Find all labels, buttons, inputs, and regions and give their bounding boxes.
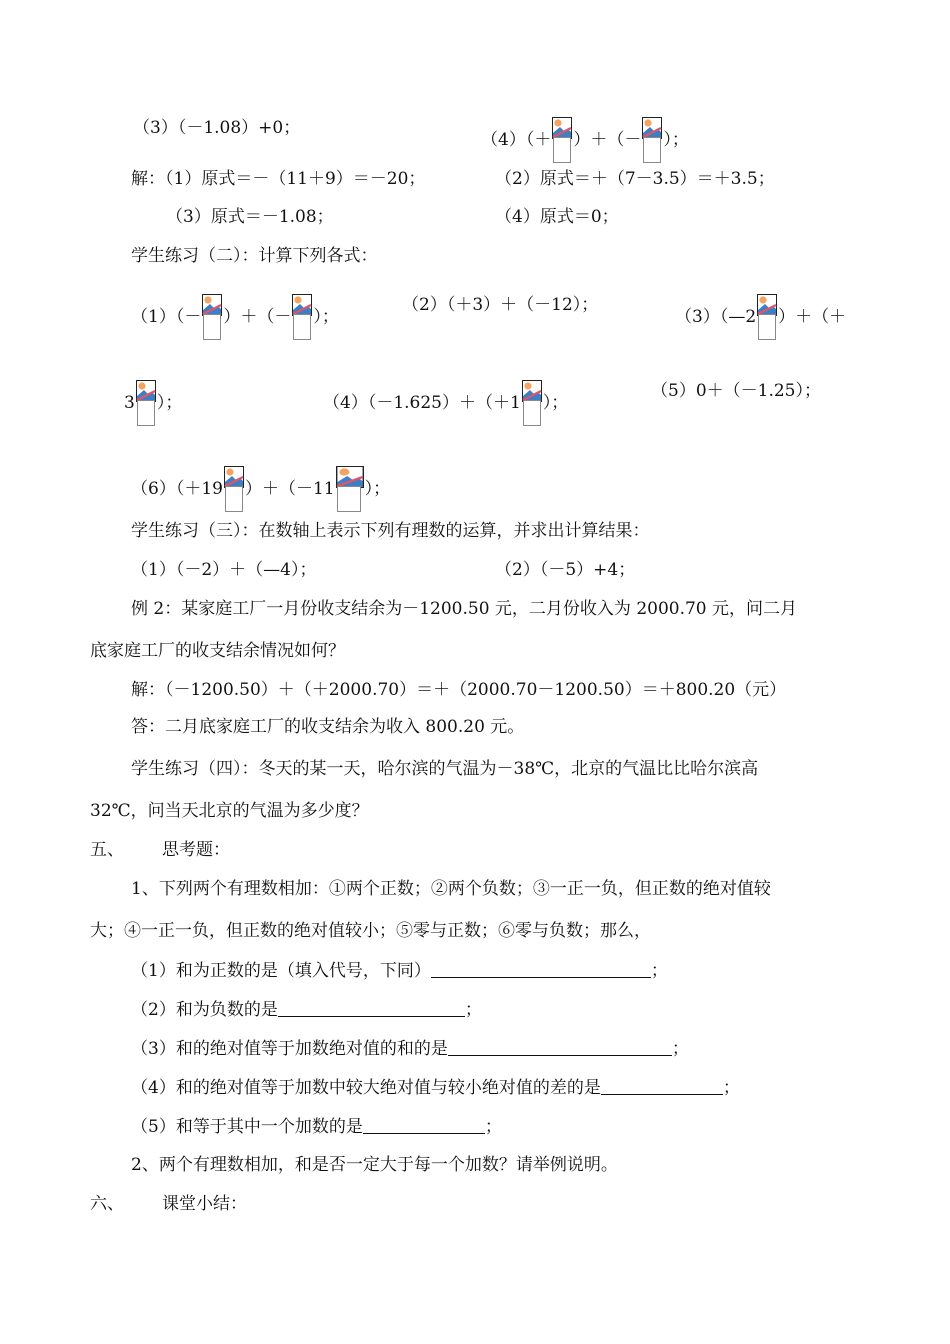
fraction-image-icon <box>136 380 156 426</box>
practice-3-item-2: （2）（－5）+4； <box>495 560 636 580</box>
exercise-3: （3）（－1.08）+0； <box>133 118 301 138</box>
question-1-sub-5: （5）和等于其中一个加数的是 ； <box>131 1117 502 1137</box>
practice-3-heading: 学生练习（三）：在数轴上表示下列有理数的运算，并求出计算结果： <box>131 521 650 541</box>
example-2-answer: 答：二月底家庭工厂的收支结余为收入 800.20 元。 <box>131 717 525 737</box>
solution-1: 解：（1）原式＝－（11＋9）＝－20； <box>131 169 426 189</box>
practice-3-item-1: （1）（－2）＋（—4）； <box>131 560 317 580</box>
section-6-heading: 六、 课堂小结： <box>90 1194 247 1214</box>
answer-blank[interactable] <box>448 1037 672 1056</box>
question-1-line-2: 大；④一正一负，但正数的绝对值较小；⑤零与正数；⑥零与负数；那么， <box>90 921 651 941</box>
fraction-image-icon <box>642 117 662 163</box>
question-2: 2、两个有理数相加，和是否一定大于每一个加数？请举例说明。 <box>131 1155 618 1175</box>
solution-4: （4）原式＝0； <box>495 207 619 227</box>
solution-2: （2）原式＝＋（7－3.5）＝＋3.5； <box>495 169 775 189</box>
fraction-image-icon <box>336 466 364 512</box>
solution-3: （3）原式＝－1.08； <box>166 207 334 227</box>
example-2-solution: 解：（－1200.50）＋（＋2000.70）＝＋（2000.70－1200.50）＝＋800.20（元） <box>131 680 787 700</box>
practice-2-item-3: （3）（—2 ）＋（＋ <box>675 294 846 340</box>
practice-2-item-5: （5）0＋（－1.25）； <box>651 381 821 401</box>
answer-blank[interactable] <box>278 998 465 1017</box>
fraction-image-icon <box>292 294 312 340</box>
answer-blank[interactable] <box>431 959 651 978</box>
answer-blank[interactable] <box>601 1076 723 1095</box>
practice-4-line-2: 32℃，问当天北京的气温为多少度？ <box>90 801 369 821</box>
question-1-line-1: 1、下列两个有理数相加：①两个正数；②两个负数；③一正一负，但正数的绝对值较 <box>131 879 771 899</box>
answer-blank[interactable] <box>363 1115 485 1134</box>
practice-4-line-1: 学生练习（四）：冬天的某一天，哈尔滨的气温为－38℃，北京的气温比比哈尔滨高 <box>131 759 759 779</box>
practice-2-item-1: （1）（－ ）＋（－ ）； <box>131 294 339 340</box>
question-1-sub-2: （2）和为负数的是 ； <box>131 1000 482 1020</box>
fraction-image-icon <box>552 117 572 163</box>
question-1-sub-1: （1）和为正数的是（填入代号，下同） ； <box>131 961 668 981</box>
practice-2-item-2: （2）（＋3）＋（－12）； <box>402 295 599 315</box>
section-5-heading: 五、 思考题： <box>90 840 230 860</box>
practice-2-heading: 学生练习（二）：计算下列各式： <box>131 246 378 266</box>
exercise-4: （4）（＋ ）＋（－ ）； <box>481 117 689 163</box>
example-2-line-1: 例 2：某家庭工厂一月份收支结余为－1200.50 元，二月份收入为 2000.70 元，问二月 <box>131 599 798 619</box>
question-1-sub-4: （4）和的绝对值等于加数中较大绝对值与较小绝对值的差的是 ； <box>131 1078 740 1098</box>
fraction-image-icon <box>522 380 542 426</box>
practice-2-item-4: （4）（－1.625）＋（＋1 ）； <box>323 380 568 426</box>
practice-2-item-3-cont: 3 ）； <box>124 380 182 426</box>
fraction-image-icon <box>202 294 222 340</box>
question-1-sub-3: （3）和的绝对值等于加数绝对值的和的是 ； <box>131 1039 689 1059</box>
fraction-image-icon <box>757 294 777 340</box>
practice-2-item-6: （6）（＋19 ）＋（－11 ）； <box>131 466 390 512</box>
example-2-line-2: 底家庭工厂的收支结余情况如何？ <box>90 641 345 661</box>
fraction-image-icon <box>224 466 244 512</box>
